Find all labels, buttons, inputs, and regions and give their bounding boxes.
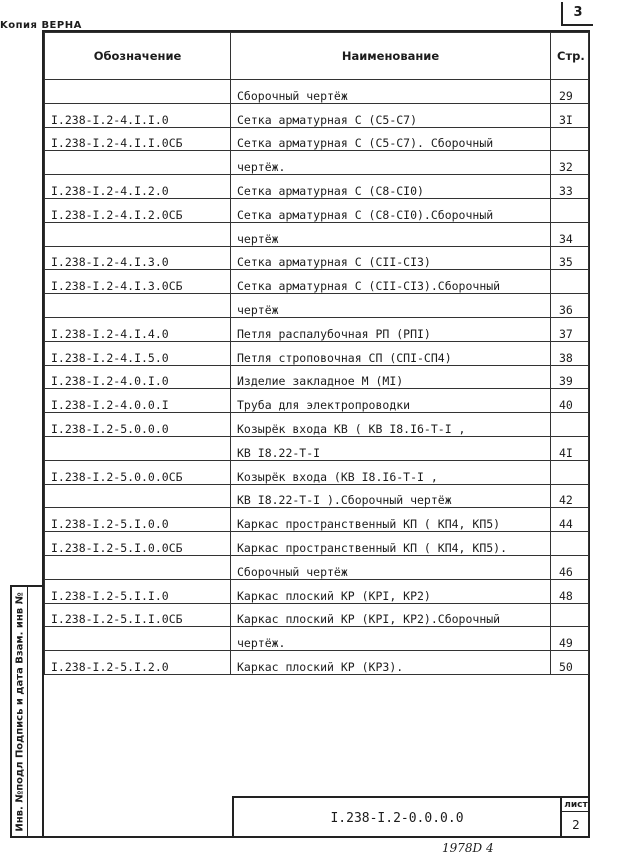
page-cell: 49 [551, 627, 589, 651]
name-cell: Сетка арматурная С (С5-С7). Сборочный [231, 127, 551, 151]
table-row [45, 651, 589, 675]
designation-cell: I.238-I.2-4.I.4.0 [45, 317, 231, 341]
page-cell: 36 [551, 294, 589, 318]
table-row [45, 365, 589, 389]
designation-cell [45, 555, 231, 579]
table-row [45, 555, 589, 579]
designation-cell [45, 151, 231, 175]
table-row [45, 294, 589, 318]
name-cell: Сборочный чертёж [231, 555, 551, 579]
side-stamp-text: Инв. №подл Подпись и дата Взам. инв № [14, 591, 25, 832]
designation-cell: I.238-I.2-5.0.0.0СБ [45, 460, 231, 484]
name-cell: Сетка арматурная С (С8-СI0).Сборочный [231, 198, 551, 222]
page-cell: 42 [551, 484, 589, 508]
header-name: Наименование [231, 33, 551, 80]
document-code: I.238-I.2-0.0.0.0 [234, 798, 562, 838]
header-page: Стр. [551, 33, 589, 80]
copy-verified-stamp: Kопия ВЕРНА [0, 20, 82, 31]
designation-cell [45, 627, 231, 651]
table-row [45, 246, 589, 270]
table-row [45, 151, 589, 175]
designation-cell: I.238-I.2-4.I.3.0 [45, 246, 231, 270]
page-cell: 46 [551, 555, 589, 579]
sheet-number: 2 [572, 818, 580, 832]
table-row [45, 436, 589, 460]
name-cell: Сетка арматурная С (СII-СI3) [231, 246, 551, 270]
designation-cell: I.238-I.2-4.I.2.0 [45, 175, 231, 199]
table-row [45, 603, 589, 627]
designation-cell: I.238-I.2-4.I.5.0 [45, 341, 231, 365]
name-cell: Труба для электропроводки [231, 389, 551, 413]
table-row [45, 103, 589, 127]
designation-cell: I.238-I.2-5.I.I.0СБ [45, 603, 231, 627]
designation-cell: I.238-I.2-4.I.I.0СБ [45, 127, 231, 151]
table-row [45, 175, 589, 199]
designation-cell [45, 222, 231, 246]
table-row [45, 508, 589, 532]
name-cell: чертёж [231, 294, 551, 318]
table-row [45, 460, 589, 484]
designation-cell: I.238-I.2-4.I.3.0СБ [45, 270, 231, 294]
page-cell: 3I [551, 103, 589, 127]
page-cell [551, 127, 589, 151]
name-cell: Петля строповочная СП (СПI-СП4) [231, 341, 551, 365]
table-row [45, 484, 589, 508]
name-cell: Сборочный чертёж [231, 80, 551, 104]
designation-cell: I.238-I.2-4.0.I.0 [45, 365, 231, 389]
designation-cell: I.238-I.2-5.I.0.0 [45, 508, 231, 532]
handwritten-note: 1978D 4 [442, 841, 494, 855]
designation-cell: I.238-I.2-4.0.0.I [45, 389, 231, 413]
header-designation: Обозначение [45, 33, 231, 80]
table-row [45, 317, 589, 341]
table-header-row [45, 33, 589, 80]
table-row [45, 532, 589, 556]
designation-cell [45, 294, 231, 318]
table-row [45, 80, 589, 104]
page-cell [551, 532, 589, 556]
table-row [45, 341, 589, 365]
name-cell: Козырёк входа (КВ I8.I6-Т-I , [231, 460, 551, 484]
name-cell: чертёж. [231, 627, 551, 651]
designation-cell: I.238-I.2-5.I.I.0 [45, 579, 231, 603]
page-cell: 38 [551, 341, 589, 365]
sheet-label: лист [562, 798, 590, 812]
designation-cell: I.238-I.2-4.I.2.0СБ [45, 198, 231, 222]
name-cell: КВ I8.22-Т-I ).Сборочный чертёж [231, 484, 551, 508]
name-cell: Сетка арматурная С (С5-С7) [231, 103, 551, 127]
name-cell: КВ I8.22-Т-I [231, 436, 551, 460]
page-cell [551, 198, 589, 222]
name-cell: Петля распалубочная РП (РПI) [231, 317, 551, 341]
page-cell [551, 270, 589, 294]
table-row [45, 222, 589, 246]
specification-table [44, 32, 589, 675]
page-cell: 48 [551, 579, 589, 603]
name-cell: чертёж. [231, 151, 551, 175]
table-row [45, 579, 589, 603]
designation-cell: I.238-I.2-4.I.I.0 [45, 103, 231, 127]
top-sheet-number: 3 [561, 2, 593, 26]
page-cell: 50 [551, 651, 589, 675]
designation-cell: I.238-I.2-5.0.0.0 [45, 413, 231, 437]
name-cell: Каркас плоский КР (КРI, КР2) [231, 579, 551, 603]
name-cell: Сетка арматурная С (СII-СI3).Сборочный [231, 270, 551, 294]
page-cell: 29 [551, 80, 589, 104]
table-row [45, 270, 589, 294]
page-cell: 33 [551, 175, 589, 199]
name-cell: Сетка арматурная С (С8-СI0) [231, 175, 551, 199]
page-cell [551, 413, 589, 437]
name-cell: Каркас плоский КР (КР3). [231, 651, 551, 675]
table-row [45, 389, 589, 413]
designation-cell [45, 80, 231, 104]
name-cell: Изделие закладное М (МI) [231, 365, 551, 389]
table-row [45, 198, 589, 222]
page-cell: 37 [551, 317, 589, 341]
designation-cell: I.238-I.2-5.I.2.0 [45, 651, 231, 675]
table-row [45, 627, 589, 651]
page-cell: 39 [551, 365, 589, 389]
name-cell: чертёж [231, 222, 551, 246]
name-cell: Каркас пространственный КП ( КП4, КП5). [231, 532, 551, 556]
name-cell: Козырёк входа КВ ( КВ I8.I6-Т-I , [231, 413, 551, 437]
side-stamp-column [12, 587, 28, 836]
name-cell: Каркас пространственный КП ( КП4, КП5) [231, 508, 551, 532]
table-row [45, 127, 589, 151]
page-cell: 44 [551, 508, 589, 532]
name-cell: Каркас плоский КР (КРI, КР2).Сборочный [231, 603, 551, 627]
page-cell: 32 [551, 151, 589, 175]
page-cell [551, 603, 589, 627]
side-stamp-column-2 [28, 587, 44, 836]
table-row [45, 413, 589, 437]
page-cell: 35 [551, 246, 589, 270]
page-cell: 34 [551, 222, 589, 246]
page-cell: 40 [551, 389, 589, 413]
side-stamp [10, 585, 42, 838]
title-block [232, 796, 590, 838]
page-cell: 4I [551, 436, 589, 460]
page-cell [551, 460, 589, 484]
designation-cell [45, 436, 231, 460]
designation-cell: I.238-I.2-5.I.0.0СБ [45, 532, 231, 556]
designation-cell [45, 484, 231, 508]
